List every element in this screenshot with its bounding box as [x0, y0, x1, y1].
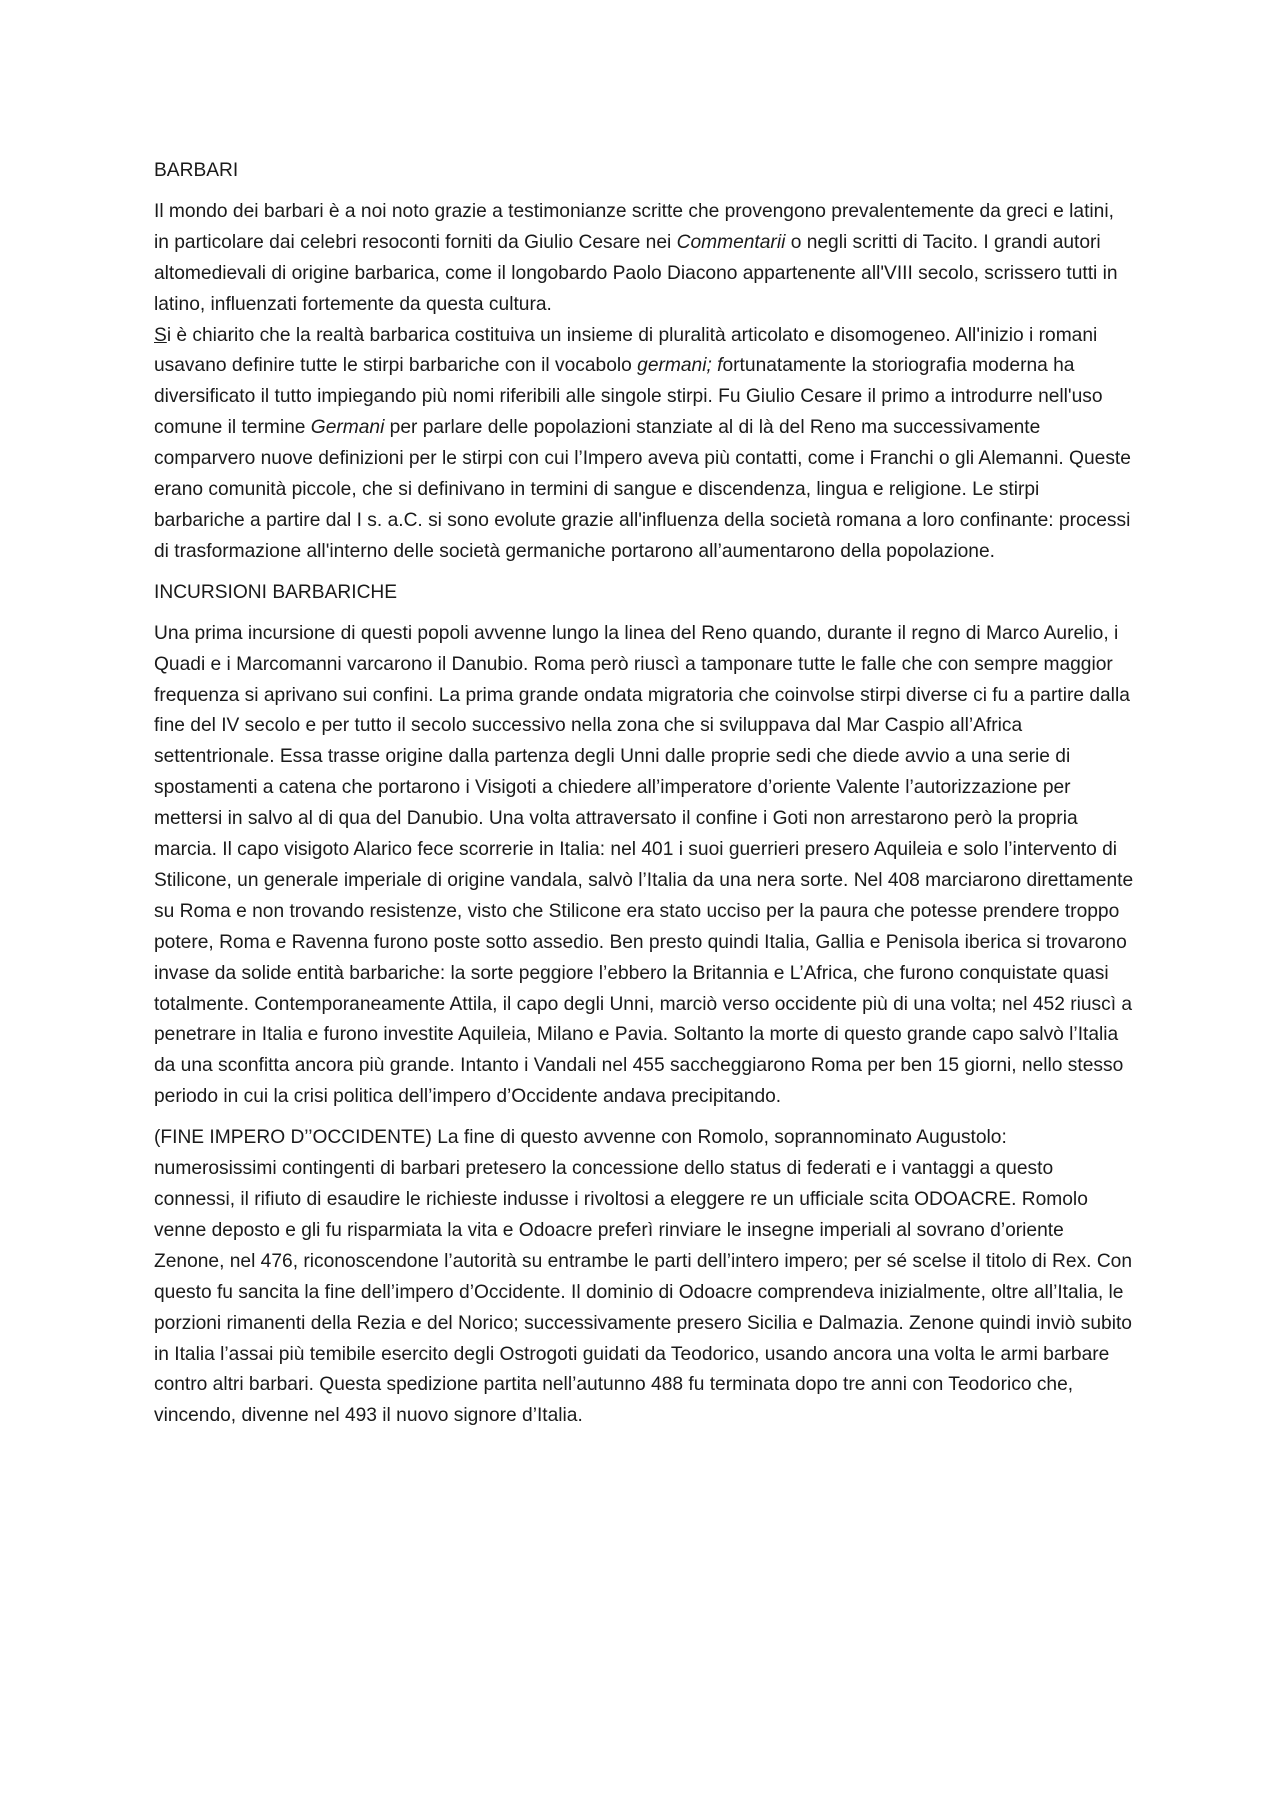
- paragraph-intro: [154, 197, 1134, 568]
- document-body: [154, 156, 1134, 1442]
- paragraph-end-empire: (FINE IMPERO D’’OCCIDENTE) La fine di questo avvenne con Romolo, soprannominato Augustolo: numerosissimi contingenti di barbari pretesero la concessione dello status di federati e i vantaggi a questo connessi, il rifiuto di esaudire le richieste indusse i rivoltosi a eleggere re un ufficiale scita ODOACRE. Romolo venne deposto e gli fu risparmiata la vita e Odoacre preferì rinviare le insegne imperiali al sovrano d’oriente Zenone, nel 476, riconoscendone l’autorità su entrambe le parti dell’intero impero; per sé scelse il titolo di Rex. Con questo fu sancita la fine dell’impero d’Occidente. Il dominio di Odoacre comprendeva inizialmente, oltre all’Italia, le porzioni rimanenti della Rezia e del Norico; successivamente presero Sicilia e Dalmazia. Zenone quindi inviò subito in Italia l’assai più temibile esercito degli Ostrogoti guidati da Teodorico, usando ancora una volta le armi barbare contro altri barbari. Questa spedizione partita nell’autunno 488 fu terminata dopo tre anni con Teodorico che, vincendo, divenne nel 493 il nuovo signore d’Italia.: [154, 1127, 1133, 1427]
- italic-run: Germani: [310, 417, 385, 439]
- section-heading-incursions: INCURSIONI BARBARICHE: [154, 581, 398, 603]
- text-run: i è chiarito che la realtà barbarica costituiva un insieme di pluralità articolato e disomogeneo. All'inizio i romani usavano definire tutte le stirpi barbariche con il vocabolo: [154, 324, 1098, 377]
- text-run: o negli scritti di Tacito. I grandi autori altomedievali di origine barbarica, come il longobardo Paolo Diacono appartenente all'VIII secolo, scrissero tutti in latino, influenzati fortemente da questa cultura.: [154, 231, 1118, 315]
- text-run: Il mondo dei barbari è a noi noto grazie a testimonianze scritte che provengono prevalentemente da greci e latini, in particolare dai celebri resoconti forniti da Giulio Cesare nei: [154, 200, 1114, 253]
- text-run: per parlare delle popolazioni stanziate al di là del Reno ma successivamente comparvero nuove definizioni per le stirpi con cui l’Impero aveva più contatti, come i Franchi o gli Alemanni. Queste erano comunità piccole, che si definivano in termini di sangue e discendenza, lingua e religione. Le stirpi barbariche a partire dal I s. a.C. si sono evolute grazie all'influenza della società romana a loro confinante: processi di trasformazione all'interno delle società germaniche portarono all’aumentarono della popolazione.: [154, 417, 1131, 562]
- document-title: BARBARI: [154, 160, 239, 181]
- text-run: ortunatamente la storiografia moderna ha diversificato il tutto impiegando più nomi riferibili alle singole stirpi. Fu Giulio Cesare il primo a introdurre nell'uso comune il termine: [154, 355, 1103, 439]
- paragraph-incursions: Una prima incursione di questi popoli avvenne lungo la linea del Reno quando, durante il regno di Marco Aurelio, i Quadi e i Marcomanni varcarono il Danubio. Roma però riuscì a tamponare tutte le falle che con sempre maggior frequenza si aprivano sui confini. La prima grande ondata migratoria che coinvolse stirpi diverse ci fu a partire dalla fine del IV secolo e per tutto il secolo successivo nella zona che si sviluppava dal Mar Caspio all’Africa settentrionale. Essa trasse origine dalla partenza degli Unni dalle proprie sedi che diede avvio a una serie di spostamenti a catena che portarono i Visigoti a chiedere all’imperatore d’oriente Valente l’autorizzazione per mettersi in salvo al di qua del Danubio. Una volta attraversato il confine i Goti non arrestarono però la propria marcia. Il capo visigoto Alarico fece scorrerie in Italia: nel 401 i suoi guerrieri presero Aquileia e solo l’intervento di Stilicone, un generale imperiale di origine vandala, salvò l’Italia da una nera sorte. Nel 408 marciarono direttamente su Roma e non trovando resistenze, visto che Stilicone era stato ucciso per la paura che potesse prendere troppo potere, Roma e Ravenna furono poste sotto assedio. Ben presto quindi Italia, Gallia e Penisola iberica si trovarono invase da solide entità barbariche: la sorte peggiore l’ebbero la Britannia e L’Africa, che furono conquistate quasi totalmente. Contemporaneamente Attila, il capo degli Unni, marciò verso occidente più di una volta; nel 452 riuscì a penetrare in Italia e furono investite Aquileia, Milano e Pavia. Soltanto la morte di questo grande capo salvò l’Italia da una sconfitta ancora più grande. Intanto i Vandali nel 455 saccheggiarono Roma per ben 15 giorni, nello stesso periodo in cui la crisi politica dell’impero d’Occidente andava precipitando.: [154, 622, 1134, 1108]
- underlined-run: S: [154, 324, 167, 346]
- italic-run: Commentarii: [676, 231, 786, 253]
- italic-run: germani; f: [637, 355, 723, 377]
